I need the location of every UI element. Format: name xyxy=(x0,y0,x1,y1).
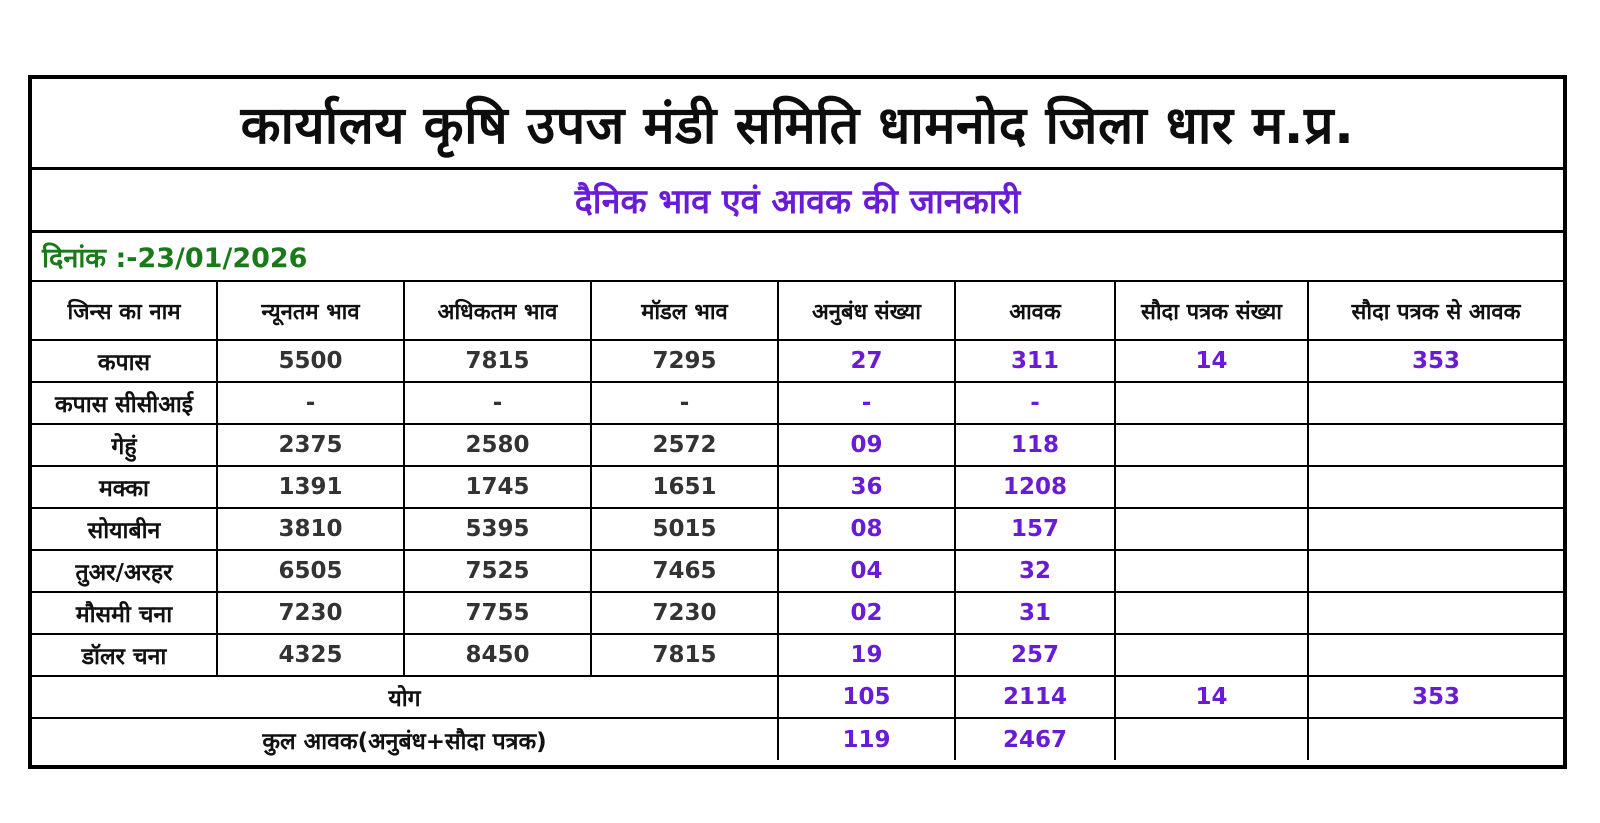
sauda-arrival xyxy=(1308,466,1563,508)
sauda-arrival: 353 xyxy=(1308,340,1563,382)
total-sauda-count: 14 xyxy=(1115,676,1308,718)
max-price: 5395 xyxy=(404,508,591,550)
sauda-arrival xyxy=(1308,592,1563,634)
min-price: 2375 xyxy=(217,424,404,466)
max-price: 2580 xyxy=(404,424,591,466)
total-arrival: 2114 xyxy=(955,676,1115,718)
sauda-count xyxy=(1115,466,1308,508)
arrival: 257 xyxy=(955,634,1115,676)
contract-count: 27 xyxy=(778,340,955,382)
sauda-count: 14 xyxy=(1115,340,1308,382)
sauda-count xyxy=(1115,592,1308,634)
modal-price: 2572 xyxy=(591,424,778,466)
commodity-name: गेहुं xyxy=(32,424,217,466)
modal-price: 7465 xyxy=(591,550,778,592)
sauda-count xyxy=(1115,382,1308,424)
grand-total-row xyxy=(32,718,1563,760)
commodity-name: कपास xyxy=(32,340,217,382)
modal-price: 7230 xyxy=(591,592,778,634)
table-row xyxy=(32,508,1563,550)
col-header-modal-price: मॉडल भाव xyxy=(591,282,778,340)
table-row xyxy=(32,424,1563,466)
sauda-arrival xyxy=(1308,424,1563,466)
max-price: - xyxy=(404,382,591,424)
max-price: 7525 xyxy=(404,550,591,592)
min-price: 6505 xyxy=(217,550,404,592)
min-price: 4325 xyxy=(217,634,404,676)
arrival: 32 xyxy=(955,550,1115,592)
sauda-count xyxy=(1115,634,1308,676)
col-header-commodity: जिन्स का नाम xyxy=(32,282,217,340)
arrival: 311 xyxy=(955,340,1115,382)
contract-count: 02 xyxy=(778,592,955,634)
table-row xyxy=(32,340,1563,382)
table-row xyxy=(32,592,1563,634)
min-price: 7230 xyxy=(217,592,404,634)
table-row xyxy=(32,382,1563,424)
col-header-sauda-count: सौदा पत्रक संख्या xyxy=(1115,282,1308,340)
total-label: योग xyxy=(32,676,778,718)
sauda-count xyxy=(1115,508,1308,550)
office-title: कार्यालय कृषि उपज मंडी समिति धामनोद जिला धार म.प्र. xyxy=(32,79,1563,170)
commodity-name: तुअर/अरहर xyxy=(32,550,217,592)
max-price: 7815 xyxy=(404,340,591,382)
contract-count: 09 xyxy=(778,424,955,466)
report-date: दिनांक :-23/01/2026 xyxy=(32,233,1563,282)
min-price: 5500 xyxy=(217,340,404,382)
commodity-name: सोयाबीन xyxy=(32,508,217,550)
grand-total-empty-cell xyxy=(1115,718,1308,760)
grand-total-contracts: 119 xyxy=(778,718,955,760)
min-price: 3810 xyxy=(217,508,404,550)
min-price: - xyxy=(217,382,404,424)
arrival: 118 xyxy=(955,424,1115,466)
arrival: 157 xyxy=(955,508,1115,550)
contract-count: 04 xyxy=(778,550,955,592)
arrival: 1208 xyxy=(955,466,1115,508)
max-price: 7755 xyxy=(404,592,591,634)
sauda-arrival xyxy=(1308,508,1563,550)
grand-total-arrival: 2467 xyxy=(955,718,1115,760)
commodity-name: डॉलर चना xyxy=(32,634,217,676)
rates-table xyxy=(32,282,1563,760)
max-price: 1745 xyxy=(404,466,591,508)
max-price: 8450 xyxy=(404,634,591,676)
contract-count: - xyxy=(778,382,955,424)
col-header-max-price: अधिकतम भाव xyxy=(404,282,591,340)
modal-price: 1651 xyxy=(591,466,778,508)
grand-total-empty-cell xyxy=(1308,718,1563,760)
total-row xyxy=(32,676,1563,718)
contract-count: 36 xyxy=(778,466,955,508)
total-sauda-arrival: 353 xyxy=(1308,676,1563,718)
report-subtitle: दैनिक भाव एवं आवक की जानकारी xyxy=(32,170,1563,233)
col-header-arrival: आवक xyxy=(955,282,1115,340)
commodity-name: कपास सीसीआई xyxy=(32,382,217,424)
contract-count: 19 xyxy=(778,634,955,676)
modal-price: - xyxy=(591,382,778,424)
table-row xyxy=(32,634,1563,676)
table-header-row xyxy=(32,282,1563,340)
col-header-contract-count: अनुबंध संख्या xyxy=(778,282,955,340)
sauda-arrival xyxy=(1308,382,1563,424)
arrival: 31 xyxy=(955,592,1115,634)
contract-count: 08 xyxy=(778,508,955,550)
arrival: - xyxy=(955,382,1115,424)
modal-price: 7815 xyxy=(591,634,778,676)
total-contracts: 105 xyxy=(778,676,955,718)
col-header-sauda-arrival: सौदा पत्रक से आवक xyxy=(1308,282,1563,340)
commodity-name: मक्का xyxy=(32,466,217,508)
grand-total-label: कुल आवक(अनुबंध+सौदा पत्रक) xyxy=(32,718,778,760)
rate-sheet xyxy=(28,75,1567,769)
modal-price: 5015 xyxy=(591,508,778,550)
modal-price: 7295 xyxy=(591,340,778,382)
sauda-arrival xyxy=(1308,634,1563,676)
table-row xyxy=(32,550,1563,592)
col-header-min-price: न्यूनतम भाव xyxy=(217,282,404,340)
sauda-count xyxy=(1115,424,1308,466)
min-price: 1391 xyxy=(217,466,404,508)
table-row xyxy=(32,466,1563,508)
sauda-arrival xyxy=(1308,550,1563,592)
sauda-count xyxy=(1115,550,1308,592)
commodity-name: मौसमी चना xyxy=(32,592,217,634)
